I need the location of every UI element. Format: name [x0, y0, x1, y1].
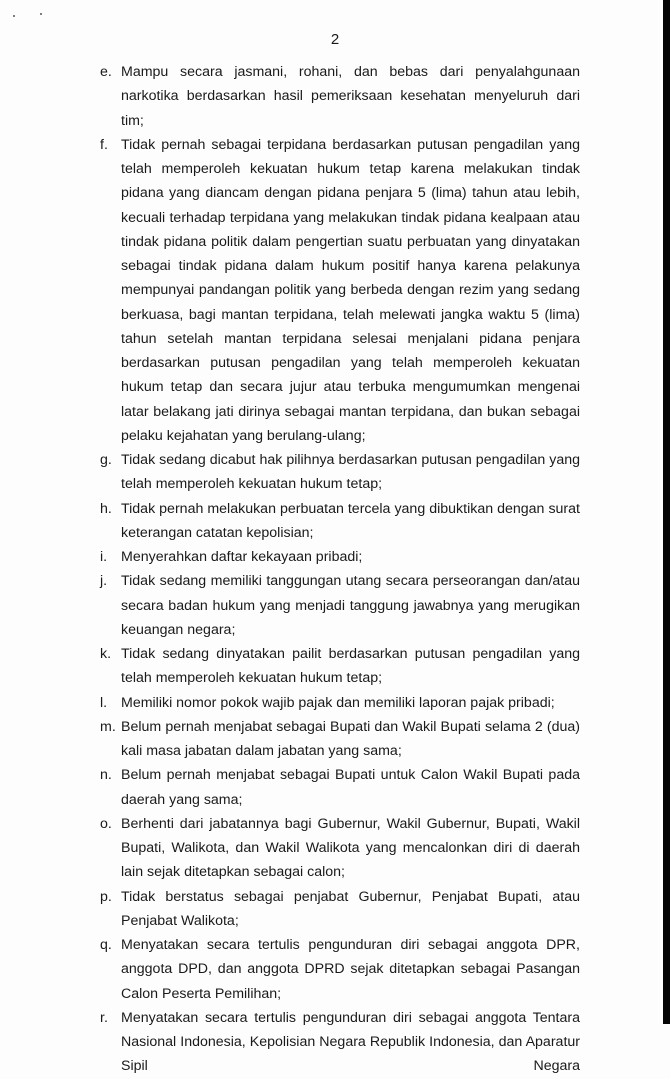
- item-label: l.: [100, 694, 108, 711]
- list-item: [100, 885, 580, 934]
- item-label: q.: [100, 937, 112, 953]
- requirements-list: [100, 60, 580, 1079]
- item-text: Menyerahkan daftar kekayaan pribadi;: [121, 549, 363, 565]
- item-text: Memiliki nomor pokok wajib pajak dan memiliki laporan pajak pribadi;: [121, 694, 555, 711]
- list-item: [100, 715, 580, 764]
- list-item: [100, 642, 580, 691]
- item-label: r.: [100, 1009, 108, 1026]
- item-text: Menyatakan secara tertulis pengunduran diri sebagai anggota DPR, anggota DPD, dan anggota DPRD sejak ditetapkan sebagai Pasangan Calon Peserta Pemilihan;: [121, 937, 580, 1002]
- list-item: [100, 497, 580, 546]
- item-label: g.: [100, 452, 112, 468]
- list-item: [100, 133, 580, 448]
- item-text: Tidak pernah sebagai terpidana berdasarkan putusan pengadilan yang telah memperoleh kekuatan hukum tetap karena melakukan tindak pidana yang diancam dengan pidana penjara 5 (lima) tahun atau lebih, kecuali terhadap terpidana yang melakukan tindak pidana kealpaan atau tindak pidana politik dalam pengertian suatu perbuatan yang dinyatakan sebagai tindak pidana dalam hukum positif hanya karena pelakunya mempunyai pandangan politik yang berbeda dengan rezim yang sedang berkuasa, bagi mantan terpidana, telah melewati jangka waktu 5 (lima) tahun setelah mantan terpidana selesai menjalani pidana penjara berdasarkan putusan pengadilan yang telah memperoleh kekuatan hukum tetap dan secara jujur atau terbuka mengumumkan mengenai latar belakang jati dirinya sebagai mantan terpidana, dan bukan sebagai pelaku kejahatan yang berulang-ulang;: [121, 136, 580, 444]
- list-item: [100, 60, 580, 133]
- scan-speck: [40, 13, 42, 15]
- item-label: e.: [100, 64, 112, 80]
- item-text: Tidak sedang memiliki tanggungan utang secara perseorangan dan/atau secara badan hukum yang menjadi tanggung jawabnya yang merugikan keuangan negara;: [121, 573, 580, 638]
- list-item: [100, 763, 580, 812]
- item-label: k.: [100, 646, 112, 662]
- scan-edge-border: [663, 0, 670, 1024]
- item-text: Tidak pernah melakukan perbuatan tercela yang dibuktikan dengan surat keterangan catatan kepolisian;: [121, 500, 580, 541]
- item-text: Tidak berstatus sebagai penjabat Gubernur, Penjabat Bupati, atau Penjabat Walikota;: [121, 888, 580, 929]
- scan-speck: [13, 15, 15, 17]
- list-item: [100, 1006, 580, 1079]
- list-item: [100, 812, 580, 885]
- item-label: m.: [100, 718, 116, 735]
- item-label: p.: [100, 888, 112, 905]
- item-text: Berhenti dari jabatannya bagi Gubernur, Wakil Gubernur, Bupati, Wakil Bupati, Walikota, dan Wakil Walikota yang mencalonkan diri di daerah lain sejak ditetapkan sebagai calon;: [121, 815, 580, 881]
- list-item: [100, 448, 580, 497]
- page-number: 2: [330, 31, 340, 48]
- item-text: Belum pernah menjabat sebagai Bupati dan Wakil Bupati selama 2 (dua) kali masa jabatan dalam jabatan yang sama;: [121, 718, 580, 759]
- item-text: Mampu secara jasmani, rohani, dan bebas dari penyalahgunaan narkotika berdasarkan hasil pemeriksaan kesehatan menyeluruh dari tim;: [121, 64, 580, 129]
- item-label: i.: [100, 549, 108, 565]
- list-item: [100, 691, 580, 715]
- item-text: Menyatakan secara tertulis pengunduran diri sebagai anggota Tentara Nasional Indonesia, Kepolisian Negara Republik Indonesia, dan Aparatur Sipil Negara: [121, 1009, 580, 1075]
- item-text: Belum pernah menjabat sebagai Bupati untuk Calon Wakil Bupati pada daerah yang sama;: [121, 767, 580, 808]
- list-item: [100, 545, 580, 569]
- item-text: Tidak sedang dinyatakan pailit berdasarkan putusan pengadilan yang telah memperoleh kekuatan hukum tetap;: [121, 646, 580, 687]
- item-text: Tidak sedang dicabut hak pilihnya berdasarkan putusan pengadilan yang telah memperoleh kekuatan hukum tetap;: [121, 452, 580, 493]
- item-label: f.: [100, 136, 108, 153]
- item-label: n.: [100, 767, 112, 784]
- item-label: o.: [100, 815, 112, 832]
- item-label: j.: [100, 573, 108, 590]
- list-item: [100, 933, 580, 1006]
- item-label: h.: [100, 500, 112, 517]
- list-item: [100, 569, 580, 642]
